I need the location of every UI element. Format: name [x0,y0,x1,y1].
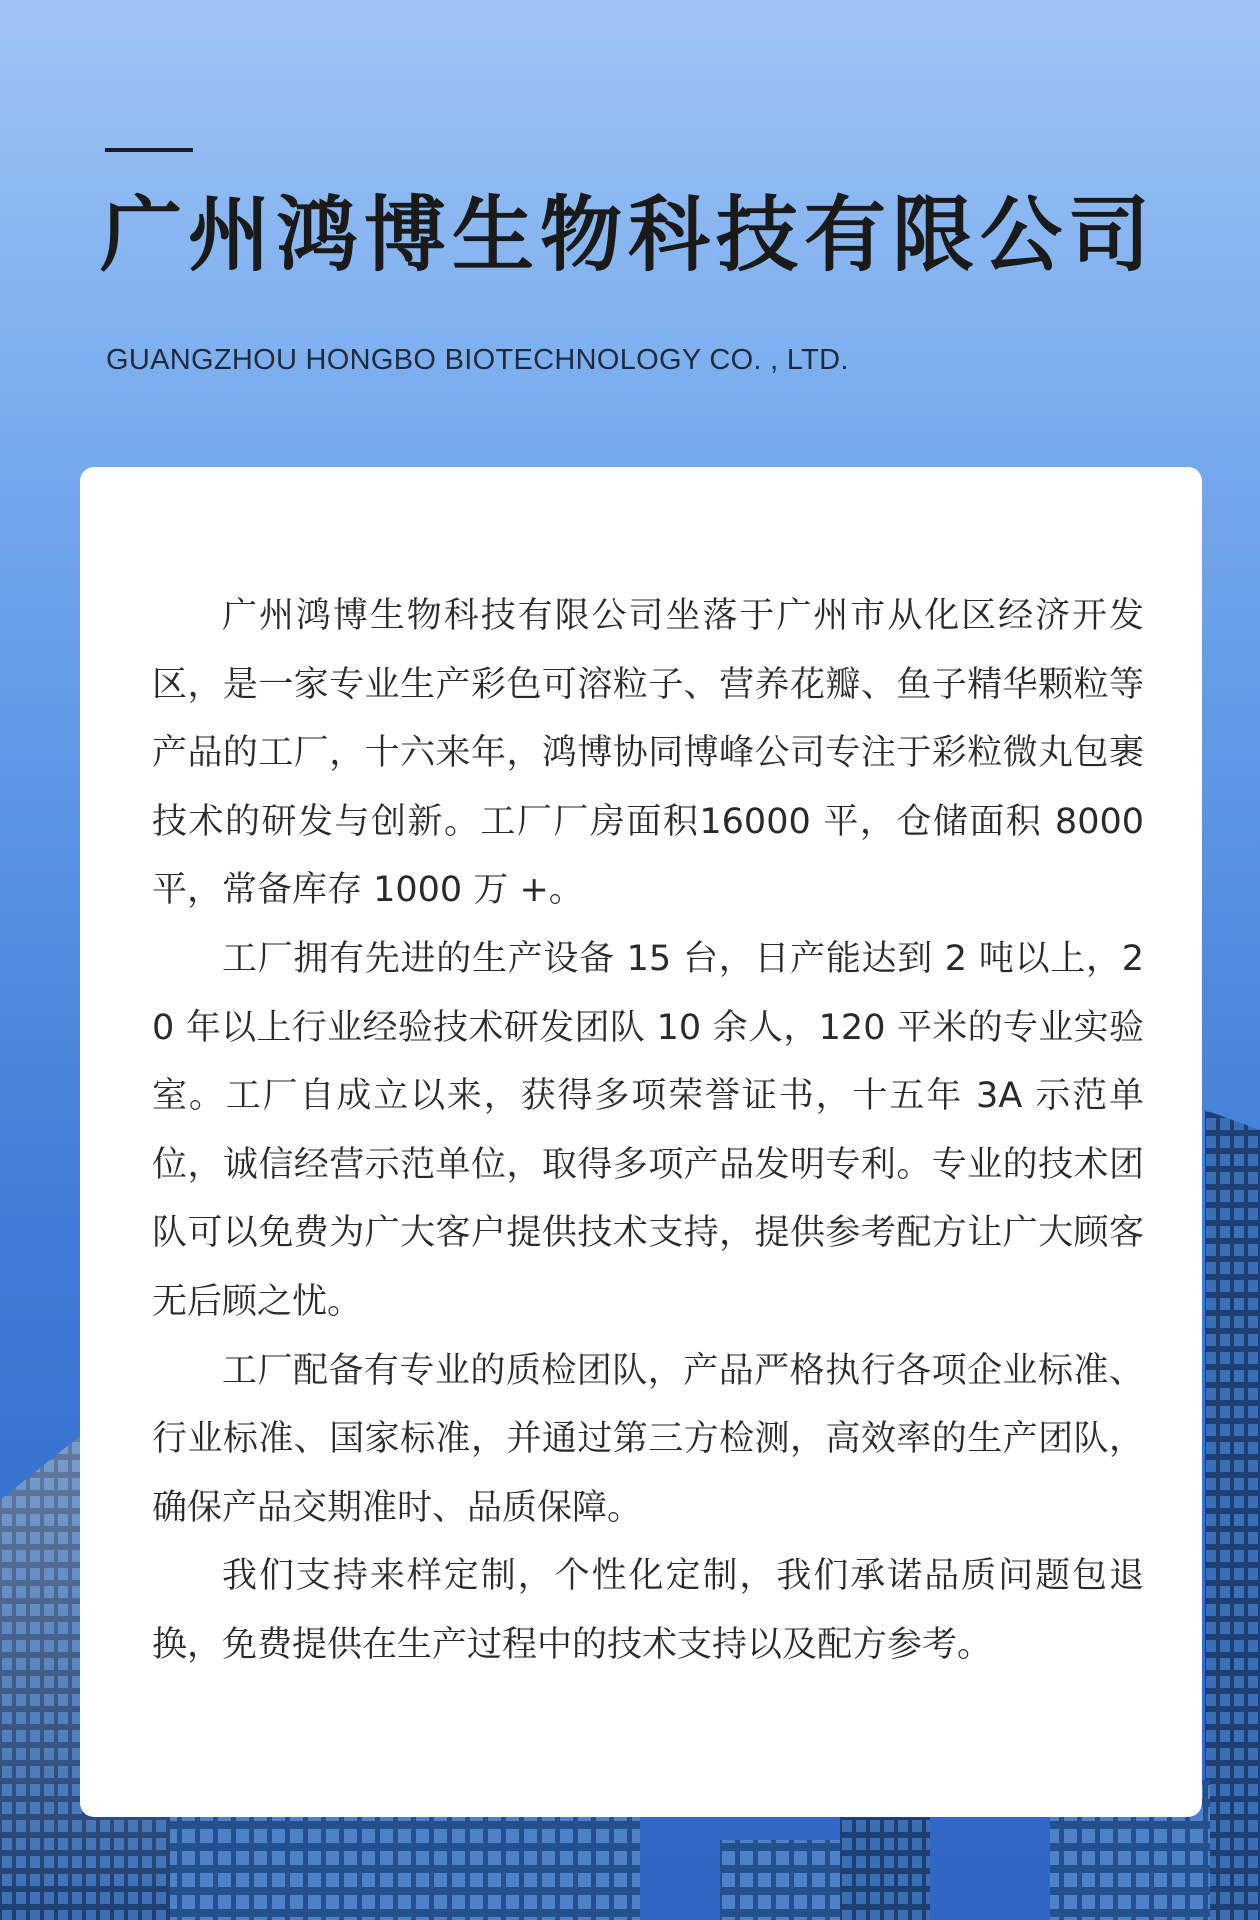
company-english-name: GUANGZHOU HONGBO BIOTECHNOLOGY CO. , LTD. [106,344,849,376]
title-accent-line [105,148,193,152]
intro-paragraph-1: 广州鸿博生物科技有限公司坐落于广州市从化区经济开发区，是一家专业生产彩色可溶粒子、营养花瓣、鱼子精华颗粒等产品的工厂，十六来年，鸿博协同博峰公司专注于彩粒微丸包裹技术的研发与创新。工厂厂房面积16000 平，仓储面积 8000 平，常备库存 1000 万 +。 [152,596,1144,911]
company-intro-card [80,467,1202,1817]
company-name-title: 广州鸿博生物科技有限公司 [100,187,1157,283]
intro-paragraph-3: 工厂配备有专业的质检团队，产品严格执行各项企业标准、行业标准、国家标准，并通过第三方检测，高效率的生产团队，确保产品交期准时、品质保障。 [152,1350,1144,1528]
intro-paragraph-4: 我们支持来样定制，个性化定制，我们承诺品质问题包退换，免费提供在生产过程中的技术支持以及配方参考。 [152,1556,1144,1665]
intro-paragraph-2: 工厂拥有先进的生产设备 15 台，日产能达到 2 吨以上，20 年以上行业经验技术研发团队 10 余人，120 平米的专业实验室。工厂自成立以来，获得多项荣誉证书，十五年 3A 示范单位，诚信经营示范单位，取得多项产品发明专利。专业的技术团队可以免费为广大客户提供技术支持，提供参考配方让广大顾客无后顾之忧。 [152,938,1144,1322]
